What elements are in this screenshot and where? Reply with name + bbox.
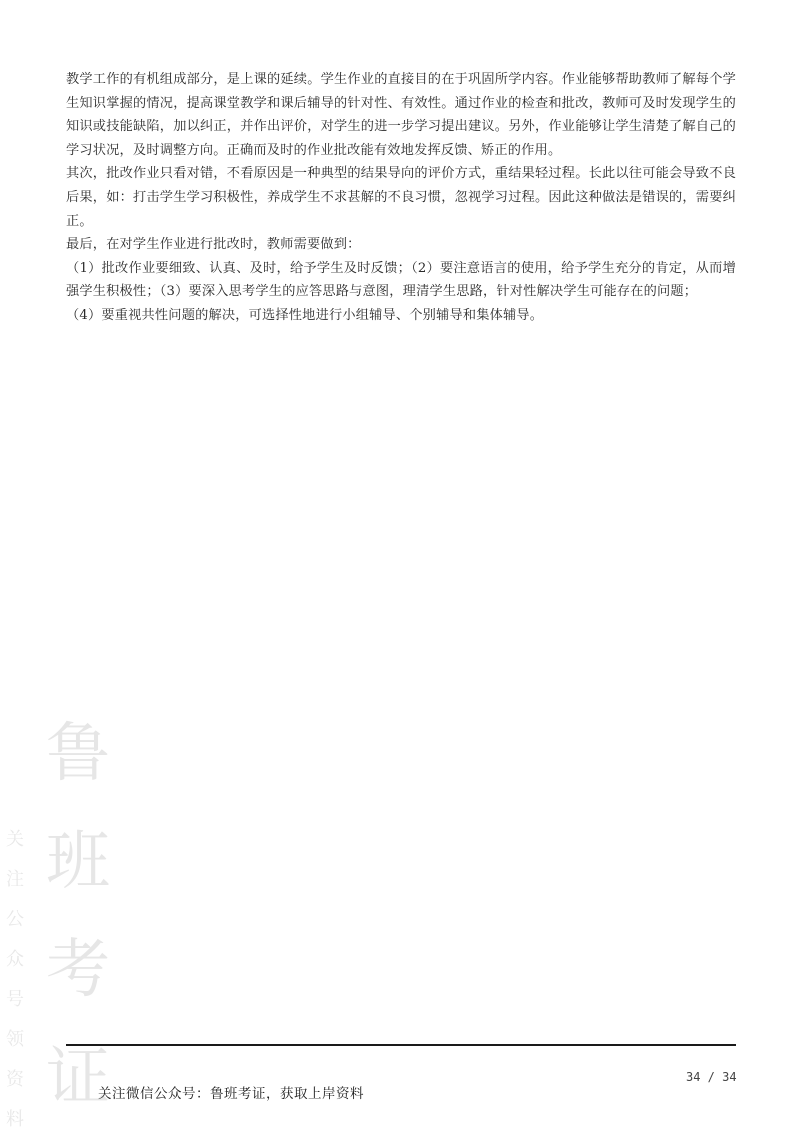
watermark-char: 众 [6,949,24,970]
watermark-char: 注 [6,869,24,890]
watermark-char: 料 [6,1109,24,1130]
watermark-char: 号 [6,989,24,1010]
watermark-char: 鲁 [46,717,110,791]
watermark-char: 领 [6,1029,24,1050]
paragraph-2: 其次，批改作业只看对错，不看原因是一种典型的结果导向的评价方式，重结果轻过程。长此以往可能会导致不良后果，如：打击学生学习积极性，养成学生不求甚解的不良习惯，忽视学习过程。因此这种做法是错误的，需要纠正。 [66,166,736,229]
footer-promo-text: 关注微信公众号：鲁班考证，获取上岸资料 [98,1086,364,1102]
watermark-char: 关 [6,829,24,850]
watermark-vertical-small [4,820,26,1140]
watermark-char: 考 [46,933,110,1007]
watermark-char: 资 [6,1069,24,1090]
footer-divider [66,1044,736,1046]
paragraph-4: （1）批改作业要细致、认真、及时，给予学生及时反馈；（2）要注意语言的使用，给予学生充分的肯定，从而增强学生积极性；（3）要深入思考学生的应答思路与意图，理清学生思路，针对性解决学生可能存在的问题； [66,260,736,300]
body-text [66,68,736,328]
paragraph-3: 最后，在对学生作业进行批改时，教师需要做到： [66,237,361,253]
watermark-char: 证 [46,1041,110,1115]
paragraph-1: 教学工作的有机组成部分，是上课的延续。学生作业的直接目的在于巩固所学内容。作业能够帮助教师了解每个学生知识掌握的情况，提高课堂教学和课后辅导的针对性、有效性。通过作业的检查和批改，教师可及时发现学生的知识或技能缺陷，加以纠正，并作出评价，对学生的进一步学习提出建议。另外，作业能够让学生清楚了解自己的学习状况，及时调整方向。正确而及时的作业批改能有效地发挥反馈、矫正的作用。 [66,72,736,158]
paragraph-5: （4）要重视共性问题的解决，可选择性地进行小组辅导、个别辅导和集体辅导。 [66,307,544,323]
watermark-vertical-large [38,700,118,1132]
watermark-char: 公 [6,909,24,930]
page-number: 34 / 34 [686,1070,737,1084]
watermark-char: 班 [46,825,110,899]
